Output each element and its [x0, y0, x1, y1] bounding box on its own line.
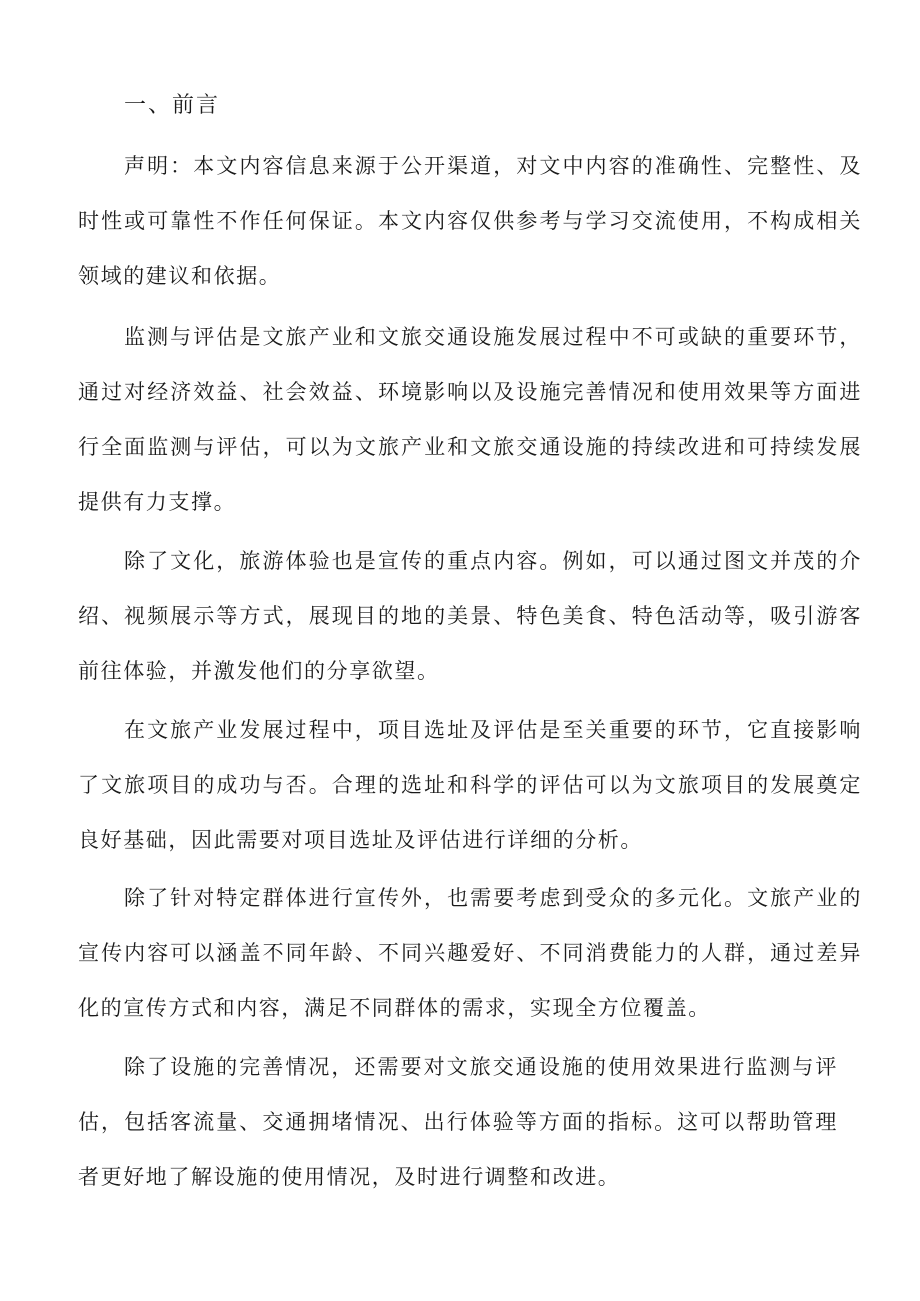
- section-heading: 一、前言: [124, 93, 221, 118]
- paragraph-disclaimer: 声明：本文内容信息来源于公开渠道，对文中内容的准确性、完整性、及时性或可靠性不作任何保证。本文内容仅供参考与学习交流使用，不构成相关领域的建议和依据。: [78, 154, 862, 288]
- paragraph-monitoring: 监测与评估是文旅产业和文旅交通设施发展过程中不可或缺的重要环节，通过对经济效益、社会效益、环境影响以及设施完善情况和使用效果等方面进行全面监测与评估，可以为文旅产业和文旅交通设施的持续改进和可持续发展提供有力支撑。: [78, 325, 862, 514]
- paragraph-site-selection: 在文旅产业发展过程中，项目选址及评估是至关重要的环节，它直接影响了文旅项目的成功与否。合理的选址和科学的评估可以为文旅项目的发展奠定良好基础，因此需要对项目选址及评估进行详细的分析。: [78, 718, 862, 852]
- paragraph-facility-usage: 除了设施的完善情况，还需要对文旅交通设施的使用效果进行监测与评估，包括客流量、交通拥堵情况、出行体验等方面的指标。这可以帮助管理者更好地了解设施的使用情况，及时进行调整和改进。: [78, 1055, 838, 1189]
- paragraph-audience-diversity: 除了针对特定群体进行宣传外，也需要考虑到受众的多元化。文旅产业的宣传内容可以涵盖不同年龄、不同兴趣爱好、不同消费能力的人群，通过差异化的宣传方式和内容，满足不同群体的需求，实现全方位覆盖。: [78, 886, 862, 1020]
- paragraph-tourism-experience: 除了文化，旅游体验也是宣传的重点内容。例如，可以通过图文并茂的介绍、视频展示等方式，展现目的地的美景、特色美食、特色活动等，吸引游客前往体验，并激发他们的分享欲望。: [78, 549, 862, 683]
